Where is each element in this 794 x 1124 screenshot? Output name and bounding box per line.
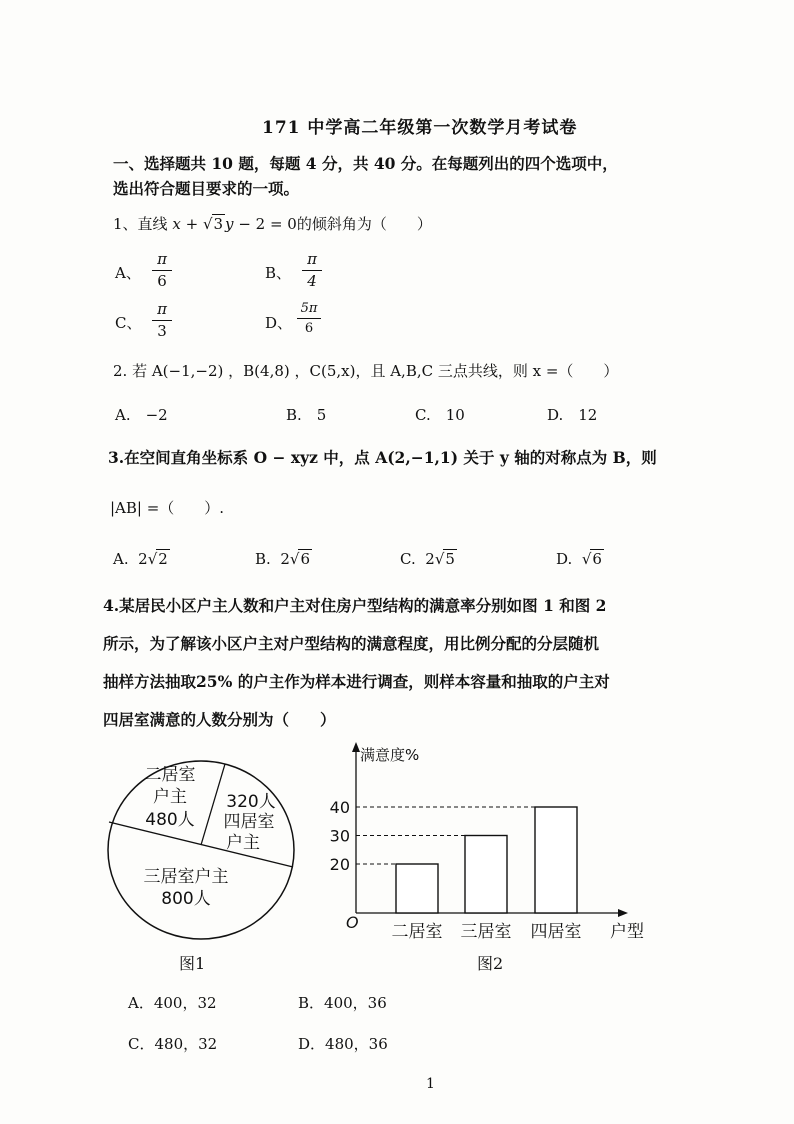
q4-option-c: C．480，32	[128, 1035, 218, 1053]
x-tick-label-四居室: 四居室	[530, 922, 582, 942]
pie-chart	[100, 755, 310, 955]
origin-label: O	[346, 913, 359, 932]
question-3-line1: 3.在空间直角坐标系 O − xyz 中，点 A(2,−1,1) 关于 y 轴的对称点为 B，则	[108, 448, 657, 467]
question-4-line2: 所示，为了解该小区户主对户型结构的满意程度，用比例分配的分层随机	[103, 634, 600, 653]
pie-label-3room-line1: 三居室户主	[143, 867, 229, 887]
bar-chart	[320, 740, 660, 950]
q2-option-d: D. 12	[547, 406, 598, 424]
x-tick-label-二居室: 二居室	[391, 922, 443, 942]
pie-divider-vertical	[201, 764, 225, 845]
q1-option-a-label: A、	[115, 264, 141, 282]
q4-option-a: A．400，32	[128, 994, 217, 1012]
q1-option-c-label: C、	[115, 314, 142, 332]
q4-option-d: D．480，36	[298, 1035, 388, 1053]
pie-label-3room-value: 800人	[161, 889, 211, 909]
figure-2-caption: 图2	[477, 954, 504, 973]
bar-二居室	[396, 864, 438, 913]
pie-outline	[108, 761, 294, 939]
q2-option-c: C. 10	[415, 406, 465, 424]
x-axis-label: 户型	[610, 922, 644, 942]
y-tick-label-40: 40	[329, 798, 350, 817]
y-tick-label-20: 20	[329, 855, 350, 874]
bar-四居室	[535, 807, 577, 913]
bar-三居室	[465, 836, 507, 914]
q3-option-a: A. 2√2	[113, 550, 168, 568]
section-heading-line2: 选出符合题目要求的一项。	[113, 179, 300, 198]
pie-label-2room-value: 480人	[145, 810, 195, 830]
q1-option-c-fraction: π 3	[152, 302, 172, 339]
q1-option-b-label: B、	[265, 264, 292, 282]
question-4-line3: 抽样方法抽取25% 的户主作为样本进行调查，则样本容量和抽取的户主对	[103, 672, 610, 691]
q1-option-d-fraction: 5π 6	[297, 302, 321, 335]
page-title: 171 中学高二年级第一次数学月考试卷	[262, 118, 578, 138]
q3-option-d: D. √6	[556, 550, 602, 568]
section-heading-line1: 一、选择题共 10 题，每题 4 分，共 40 分。在每题列出的四个选项中，	[113, 154, 618, 173]
x-axis-arrow	[618, 909, 628, 917]
q2-option-a: A. −2	[115, 406, 168, 424]
pie-label-4room-line1: 四居室	[223, 812, 275, 832]
q1-option-b-fraction: π 4	[302, 252, 322, 289]
pie-label-4room-value: 320人	[226, 792, 276, 812]
pie-label-2room-line1: 二居室	[144, 765, 196, 785]
y-axis-arrow	[352, 742, 360, 752]
pie-label-4room-line2: 户主	[226, 833, 260, 853]
q1-option-d-label: D、	[265, 314, 293, 332]
page-number: 1	[426, 1076, 435, 1092]
figure-1-caption: 图1	[179, 954, 206, 973]
q4-option-b: B．400，36	[298, 994, 387, 1012]
y-axis-label: 满意度%	[360, 746, 420, 764]
x-tick-label-三居室: 三居室	[460, 922, 512, 942]
q3-option-b: B. 2√6	[255, 550, 310, 568]
question-3-line2: |AB| =（ ）.	[110, 499, 225, 517]
question-1: 1、直线 x + √3 y − 2 = 0的倾斜角为（ ）	[113, 215, 432, 233]
question-4-line1: 4.某居民小区户主人数和户主对住房户型结构的满意率分别如图 1 和图 2	[103, 596, 607, 615]
q1-option-a-fraction: π 6	[152, 252, 172, 289]
pie-label-2room-line2: 户主	[153, 787, 187, 807]
question-2: 2. 若 A(−1,−2) ，B(4,8) ，C(5,x)，且 A,B,C 三点共线，则 x =（ ）	[113, 362, 619, 380]
y-tick-label-30: 30	[329, 826, 350, 846]
question-4-line4: 四居室满意的人数分别为（ ）	[103, 710, 336, 729]
q2-option-b: B. 5	[286, 406, 327, 424]
q3-option-c: C. 2√5	[400, 550, 455, 568]
